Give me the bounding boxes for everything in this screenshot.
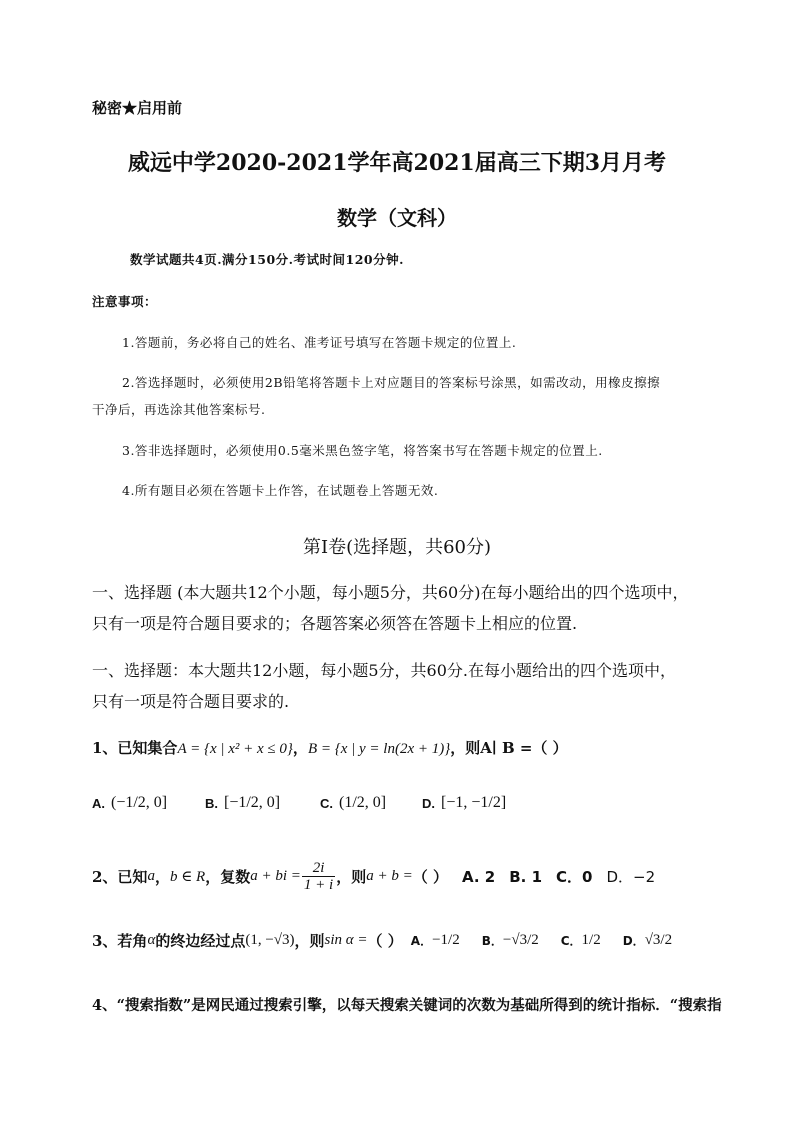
question-3-point: (1, −√3) [245,932,295,948]
notice-item-1: 1.答题前，务必将自己的姓名、准考证号填写在答题卡规定的位置上. [122,335,517,350]
section-desc-2-line-1: 一、选择题：本大题共12小题，每小题5分，共60分.在每小题给出的四个选项中， [92,661,676,680]
option-label: D． [622,934,645,948]
question-3-option-b: −√3/2 [502,932,539,948]
question-3-option-c: 1/2 [581,932,601,948]
question-2 [92,860,655,893]
option-value: [−1/2, 0] [224,794,281,811]
question-1-set-a: A = {x | x² + x ≤ 0} [177,741,293,757]
page-subtitle: 数学（文科） [337,206,457,230]
question-4: 4、“搜索指数”是网民通过搜索引擎，以每天搜索关键词的次数为基础所得到的统计指标．“搜索指 [92,997,722,1014]
option-label: D. [422,795,435,811]
notice-item-2: 2.答选择题时，必须使用2B铅笔将答题卡上对应题目的答案标号涂黑，如需改动，用橡皮擦擦 [122,375,661,390]
question-2-a: a [147,868,155,884]
question-3-sin: sin α = [324,932,368,948]
section-title: 第Ⅰ卷(选择题，共60分) [302,537,492,558]
question-1-option-d [422,794,506,812]
question-2-option-a: A. 2 [461,867,496,886]
question-3-option-a: −1/2 [432,932,460,948]
question-2-lead: 2、已知 [92,868,148,886]
question-3-tail: ，则 [294,932,325,950]
question-3-option-d: √3/2 [644,932,673,948]
notice-heading: 注意事项： [92,294,158,309]
option-label: B． [481,934,503,948]
question-1-option-a [92,794,167,812]
question-3-alpha: α [147,932,156,948]
option-label: A． [410,934,433,948]
question-2-option-c: C．0 [556,868,593,886]
option-label: C． [560,934,582,948]
question-1-option-b [205,794,280,812]
option-value: (1/2, 0] [339,794,387,811]
notice-item-2-cont: 干净后，再选涂其他答案标号. [92,402,266,417]
section-desc-1-line-1: 一、选择题 (本大题共12个小题，每小题5分，共60分)在每小题给出的四个选项中， [92,583,689,602]
question-1-comma: ， [292,739,308,757]
option-label: C. [320,795,333,811]
question-2-fraction [302,860,335,893]
question-1-option-c [320,794,386,812]
option-label: A. [92,795,105,811]
question-1-tail: ，则A∣ B =（ ） [450,739,568,757]
question-1 [92,737,568,758]
question-2-option-b: B. 1 [509,867,543,886]
question-2-b-in-r: b ∈ R [169,869,206,885]
question-2-mid: ，复数 [205,868,251,886]
fraction-numerator: 2i [302,860,335,877]
notice-item-3: 3.答非选择题时，必须使用0.5毫米黑色签字笔，将答案书写在答题卡规定的位置上. [122,443,603,458]
page-title: 威远中学2020-2021学年高2021届高三下期3月月考 [127,150,667,176]
question-3-paren: （ ） [367,932,403,950]
question-2-tail-eq: a + b = [366,868,413,884]
option-value: [−1, −1/2] [441,794,507,811]
question-2-paren: （ ） [412,868,448,886]
question-2-eq: a + bi = [250,868,301,884]
exam-info: 数学试题共4页.满分150分.考试时间120分钟. [130,252,404,267]
fraction-denominator: 1 + i [303,877,334,893]
confidential-mark: 秘密★启用前 [92,99,183,117]
question-3-mid: 的终边经过点 [155,932,246,950]
question-3-lead: 3、若角 [92,932,148,950]
question-2-tail-pre: ，则 [336,868,367,886]
option-value: (−1/2, 0] [111,794,168,811]
question-1-lead: 1、已知集合 [92,739,178,757]
section-desc-2-line-2: 只有一项是符合题目要求的. [92,692,290,711]
question-2-comma: ， [154,868,170,886]
question-1-set-b: B = {x | y = ln(2x + 1)} [307,741,451,757]
section-desc-1-line-2: 只有一项是符合题目要求的；各题答案必须答在答题卡上相应的位置. [92,614,578,633]
option-label: B. [205,795,218,811]
question-3 [92,930,672,951]
notice-item-4: 4.所有题目必须在答题卡上作答，在试题卷上答题无效. [122,483,439,498]
question-2-option-d: D．−2 [606,868,656,886]
